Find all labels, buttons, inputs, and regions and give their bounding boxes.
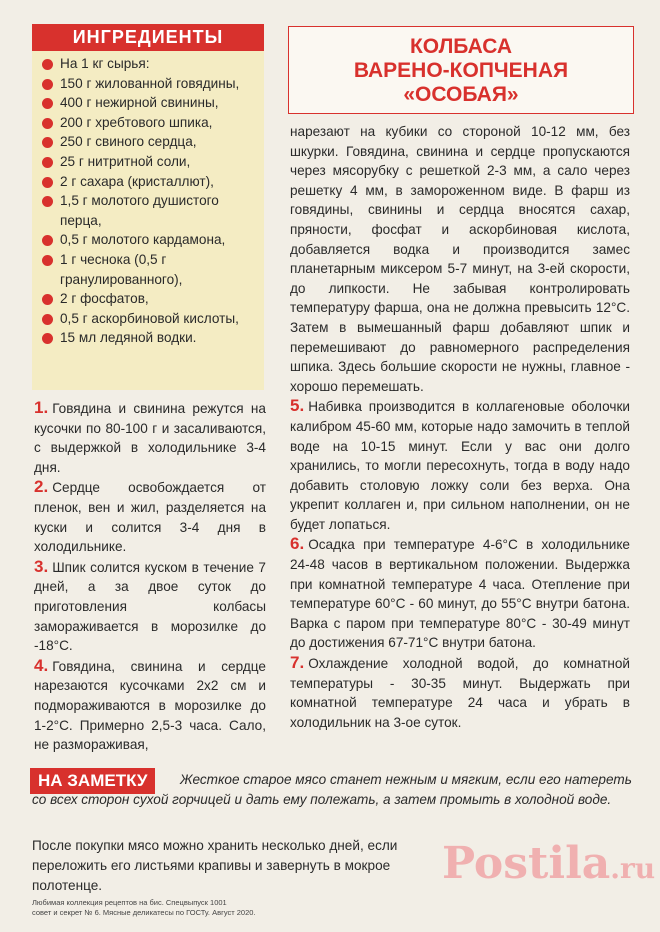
bullet-icon bbox=[42, 177, 53, 188]
step-1: 1. Говядина и свинина режутся на кусочки по 80-100 г и засаливаются, с выдержкой в холодильнике 3-4 дня. bbox=[34, 398, 266, 475]
step-number: 1. bbox=[34, 398, 49, 417]
ingredient-item: 250 г свиного сердца, bbox=[40, 132, 262, 152]
right-column bbox=[290, 122, 630, 732]
footer-credits: Любимая коллекция рецептов на бис. Спецвыпуск 1001 совет и секрет № 6. Мясные деликатесы по ГОСТу. Август 2020. bbox=[32, 898, 256, 917]
postila-watermark-logo: Postila.ru bbox=[442, 838, 656, 889]
ingredient-item: 0,5 г молотого кардамона, bbox=[40, 230, 262, 250]
ingredient-item: 25 г нитритной соли, bbox=[40, 152, 262, 172]
step-number: 2. bbox=[34, 477, 49, 497]
bullet-icon bbox=[42, 255, 53, 266]
title-line: «ОСОБАЯ» bbox=[403, 83, 519, 106]
left-column bbox=[34, 398, 266, 755]
title-line: ВАРЕНО-КОПЧЕНАЯ bbox=[353, 59, 569, 82]
step-4-continued: нарезают на кубики со стороной 10-12 мм, без шкурки. Говядина, свинина и сердце пропускаются через мясорубку с решеткой 2-3 мм, а сало через решетку 4 мм, в замороженном виде. В фарш из говядины, свинины и сердца вносятся сахар, пряности, фосфат и аскорбиновая кислота, добавляется водка и производится замес планетарным миксером 5-7 минут, на 3-ей скорости, до липкости. Не забывая контролировать температуру фарша, она не должна превысить 12°С. Затем в вымешанный фарш добавляют шпик и перемешивают до равномерного распределения шпика. Здесь большие скорости не нужны, главное - хорошо перемешать. bbox=[290, 124, 630, 394]
ingredient-item: 1 г чеснока (0,5 г гранулированного), bbox=[40, 250, 262, 289]
ingredients-title: ИНГРЕДИЕНТЫ bbox=[32, 24, 264, 51]
ingredient-item: На 1 кг сырья: bbox=[40, 54, 262, 74]
bullet-icon bbox=[42, 235, 53, 246]
ingredient-item: 2 г фосфатов, bbox=[40, 289, 262, 309]
step-4: 4. Говядина, свинина и сердце нарезаются кусочками 2х2 см и подмораживаются в морозилке до 1-2°С. Примерно 2,5-3 часа. Сало, не размораживая, bbox=[34, 655, 266, 753]
step-2: 2. Сердце освобождается от пленок, вен и жил, разделяется на куски и солится 3-4 дня в холодильнике. bbox=[34, 477, 266, 555]
ingredient-item: 150 г жилованной говядины, bbox=[40, 74, 262, 94]
bullet-icon bbox=[42, 314, 53, 325]
bullet-icon bbox=[42, 98, 53, 109]
ingredient-item: 2 г сахара (кристаллют), bbox=[40, 172, 262, 192]
note-tip-italic: Жесткое старое мясо станет нежным и мягким, если его натереть со всех сторон сухой горчицей и дать ему полежать, а затем промыть в холодной воде. bbox=[32, 772, 632, 807]
bullet-icon bbox=[42, 118, 53, 129]
ingredient-item: 200 г хребтового шпика, bbox=[40, 113, 262, 133]
step-7: 7. Охлаждение холодной водой, до комнатной температуры - 30-35 минут. Выдержать при комнатной температуре 24 часа и убрать в холодильник на 3-ое суток. bbox=[290, 653, 630, 730]
recipe-title bbox=[288, 26, 634, 114]
ingredient-item: 15 мл ледяной водки. bbox=[40, 328, 262, 348]
ingredient-item: 0,5 г аскорбиновой кислоты, bbox=[40, 309, 262, 329]
bullet-icon bbox=[42, 59, 53, 70]
note-tip: После покупки мясо можно хранить несколько дней, если переложить его листьями крапивы и завернуть в мокрое полотенце. bbox=[32, 838, 398, 893]
step-number: 5. bbox=[290, 396, 305, 416]
bullet-icon bbox=[42, 157, 53, 168]
step-number: 6. bbox=[290, 534, 305, 554]
bullet-icon bbox=[42, 79, 53, 90]
ingredient-item: 400 г нежирной свинины, bbox=[40, 93, 262, 113]
step-number: 4. bbox=[34, 655, 49, 675]
bullet-icon bbox=[42, 137, 53, 148]
bullet-icon bbox=[42, 333, 53, 344]
ingredients-list bbox=[40, 54, 262, 348]
ingredient-item: 1,5 г молотого душистого перца, bbox=[40, 191, 262, 230]
note-header: НА ЗАМЕТКУ bbox=[30, 768, 155, 794]
step-number: 7. bbox=[290, 653, 305, 673]
step-3: 3. Шпик солится куском в течение 7 дней, а за двое суток до приготовления колбасы замораживается в морозилке до -18°С. bbox=[34, 556, 266, 654]
step-6: 6. Осадка при температуре 4-6°С в холодильнике 24-48 часов в вертикальном положении. Выдержка при комнатной температуре 4 часа. Отепление при температуре 60°С - 60 минут, до 55°С внутри батона. Варка с паром при температуре 80°С - 30-49 минут до достижения 67-71°С внутри батона. bbox=[290, 534, 630, 651]
title-line: КОЛБАСА bbox=[409, 35, 513, 58]
step-5: 5. Набивка производится в коллагеновые оболочки калибром 45-60 мм, которые надо замочить в теплой воде на 10-15 минут. Если у вас они долго хранились, то могли пересохнуть, тогда в воду надо добавить столовую ложку соли без верха. Она укрепит коллаген и, при сильном наполнении, он не будет лопаться. bbox=[290, 396, 630, 532]
bullet-icon bbox=[42, 196, 53, 207]
step-number: 3. bbox=[34, 556, 49, 576]
bullet-icon bbox=[42, 294, 53, 305]
